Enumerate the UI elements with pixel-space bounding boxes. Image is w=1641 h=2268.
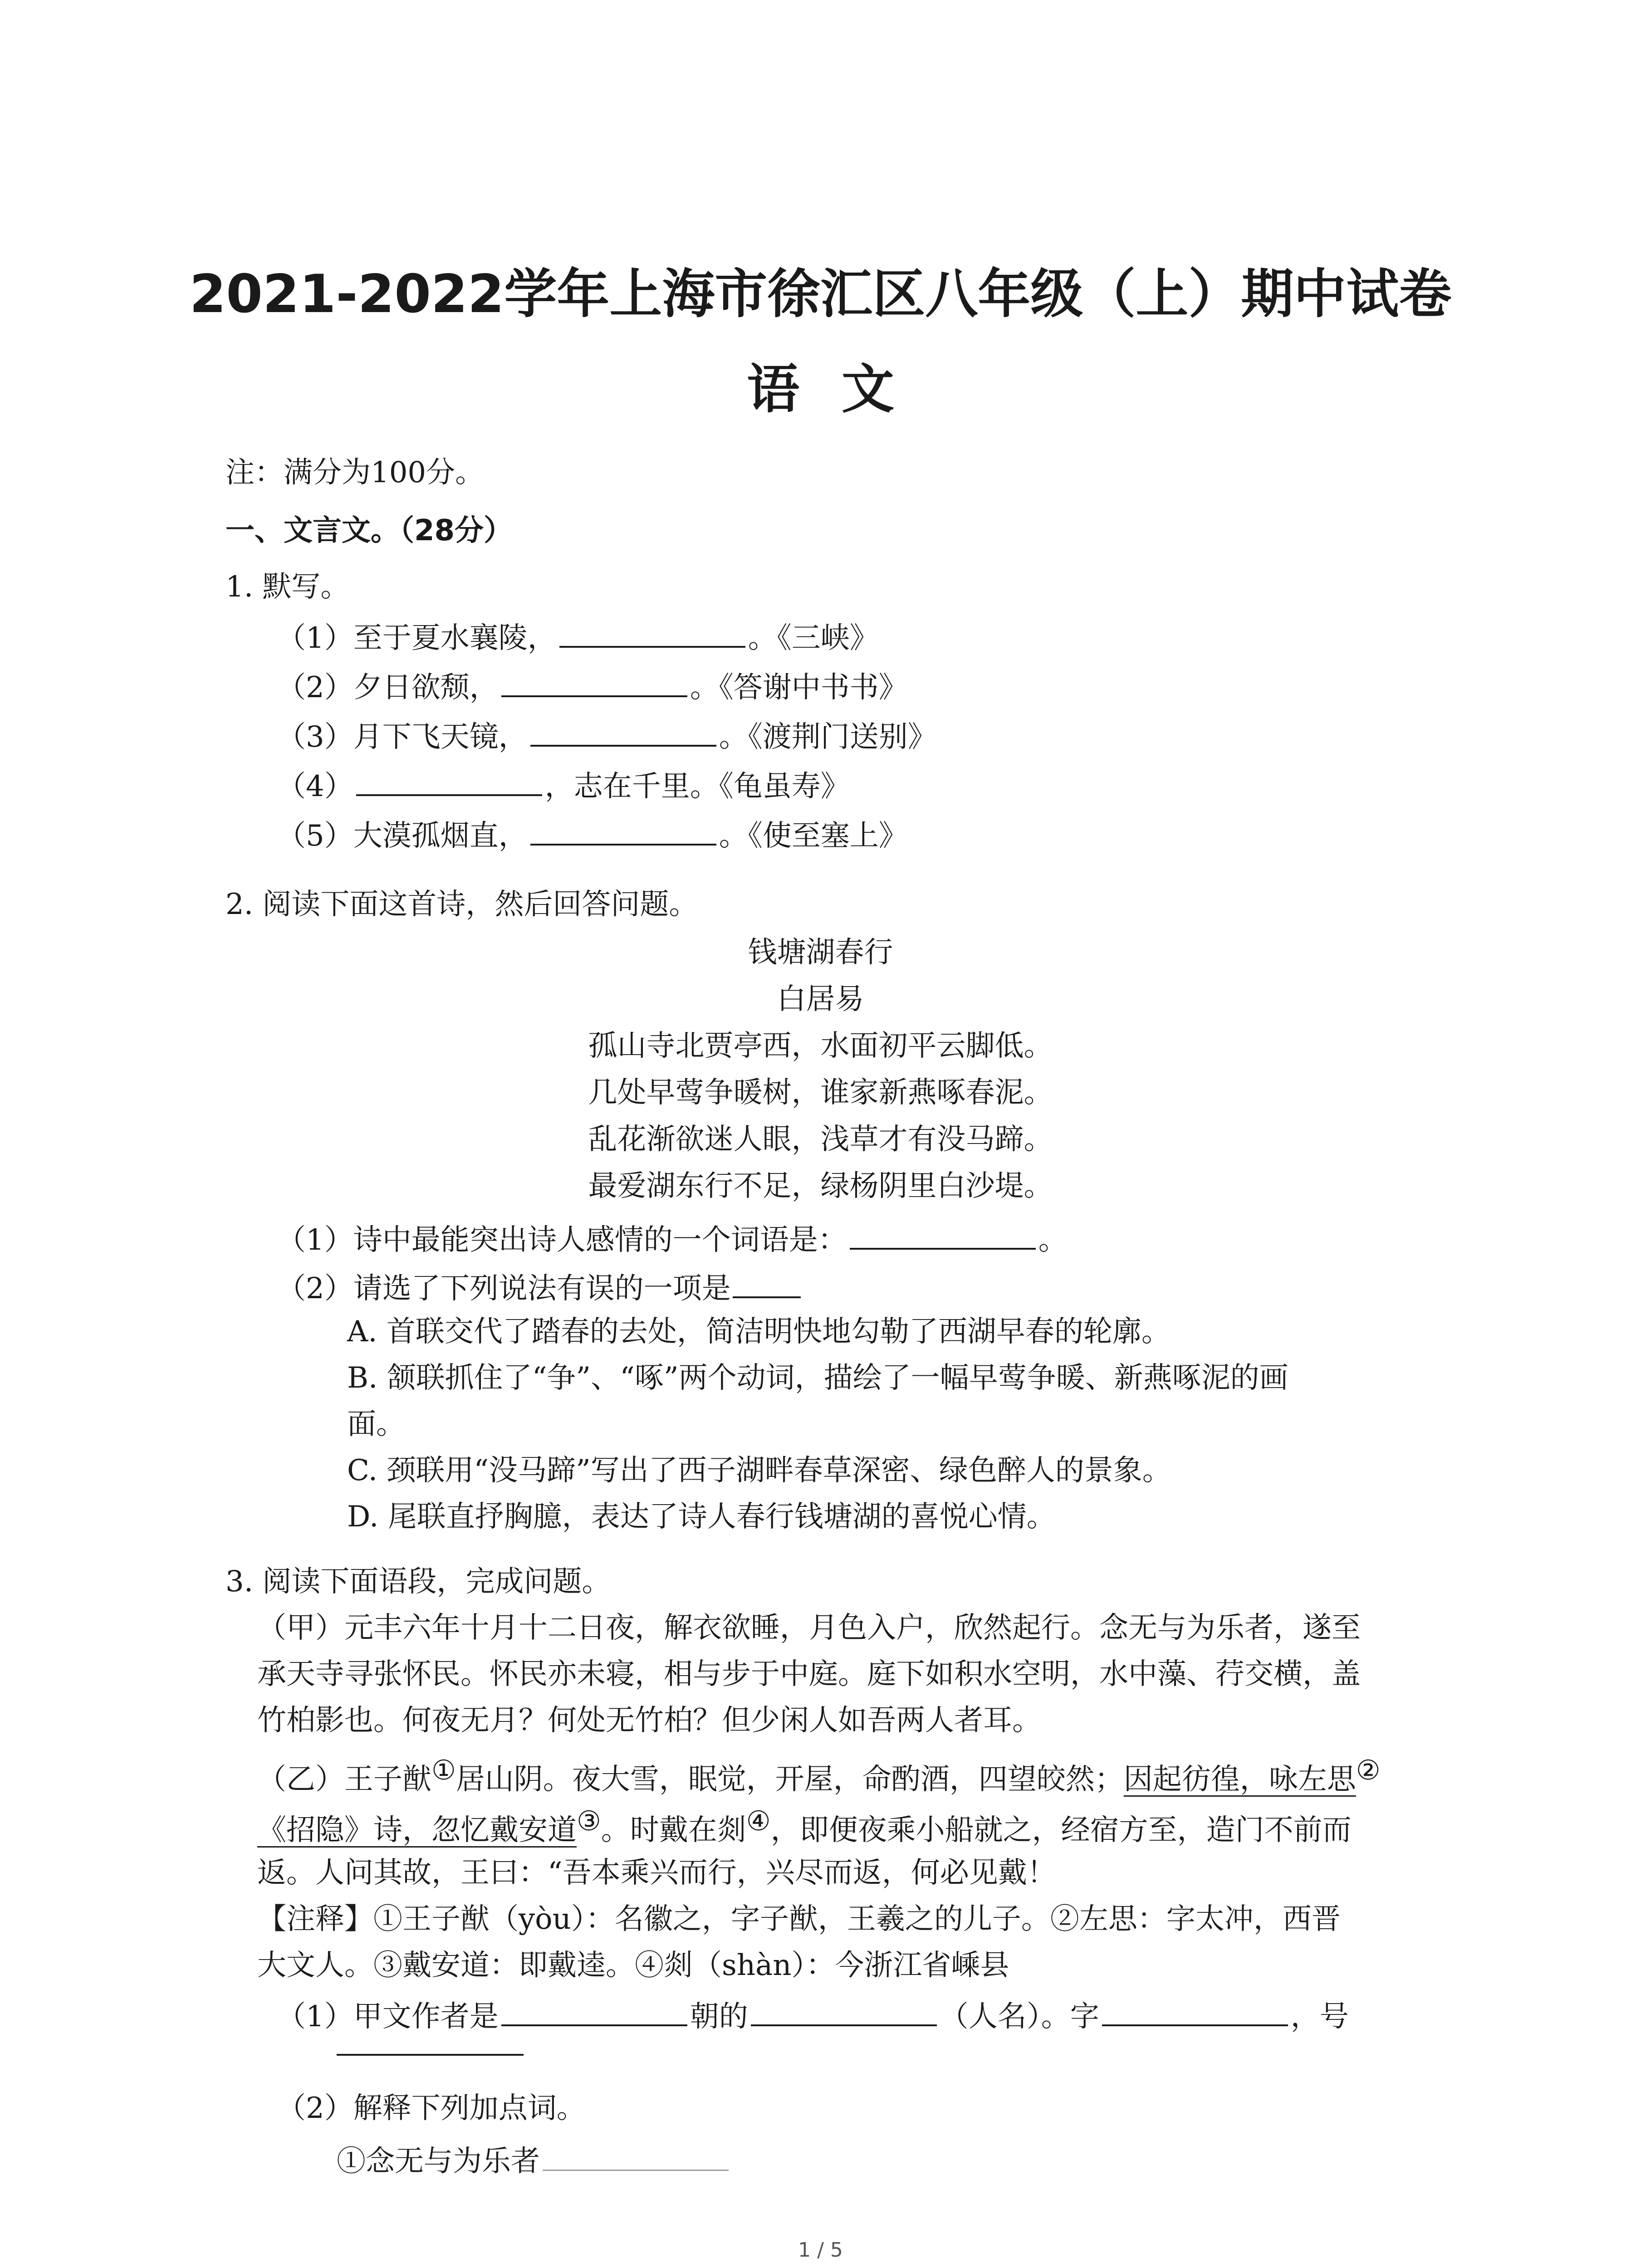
sub-text: 甲文作者是 (353, 2000, 499, 2033)
passage-jia-line-2: 承天寺寻张怀民。怀民亦未寝，相与步于中庭。庭下如积水空明，水中藻、荇交横，盖 (257, 1657, 1361, 1691)
answer-blank[interactable] (559, 620, 745, 648)
item-number: （5） (277, 819, 353, 853)
sub-text: ，号 (1290, 2000, 1349, 2033)
item-text-before: 夕日欲颓， (353, 671, 499, 704)
passage-jia-line-3: 竹柏影也。何夜无月？何处无竹柏？但少闲人如吾两人者耳。 (257, 1704, 1041, 1737)
question-1-label: 1. 默写。 (225, 570, 350, 604)
option-b: B. 颔联抓住了“争”、“啄”两个动词，描绘了一幅早莺争暖、新燕啄泥的画 (347, 1361, 1288, 1395)
footnote-marker: ② (1356, 1755, 1381, 1786)
question-2-label: 2. 阅读下面这首诗，然后回答问题。 (225, 888, 698, 921)
answer-blank-hao[interactable] (337, 2054, 524, 2056)
footnote-marker: ④ (746, 1805, 771, 1837)
yi-text: ，即便夜乘小船就之，经宿方至，造门不前而 (770, 1813, 1352, 1847)
item-text-before: 大漠孤烟直， (353, 819, 528, 853)
q3-sub-2-item-1 (337, 2143, 729, 2176)
poem-title: 钱塘湖春行 (748, 936, 893, 969)
exam-title: 2021-2022学年上海市徐汇区八年级（上）期中试卷 (189, 264, 1452, 325)
sub-text: 朝的 (690, 2000, 748, 2033)
yi-text: 。时戴在剡 (601, 1813, 746, 1847)
answer-blank[interactable] (751, 1998, 937, 2026)
passage-jia-line-1: （甲）元丰六年十月十二日夜，解衣欲睡，月色入户，欣然起行。念无与为乐者，遂至 (257, 1611, 1361, 1645)
underlined-sentence: 《招隐》诗，忽忆戴安道 (257, 1813, 577, 1847)
item-text-after: 。《三峡》 (748, 621, 879, 655)
q2-sub-1 (277, 1222, 1068, 1255)
footnote-marker: ③ (577, 1805, 601, 1837)
sub-number: （1） (277, 2000, 353, 2033)
item-text-before: 至于夏水襄陵， (353, 621, 557, 655)
sub-text: 诗中最能突出诗人感情的一个词语是： (353, 1223, 847, 1257)
q1-item-4 (277, 768, 850, 801)
footnote-marker: ① (431, 1755, 456, 1786)
item-text-after: 。《使至塞上》 (719, 819, 908, 853)
answer-blank[interactable] (850, 1222, 1036, 1250)
q3-sub-1 (277, 1998, 1349, 2031)
item-text-before: 月下飞天镜， (353, 720, 528, 754)
poem-line-4: 最爱湖东行不足，绿杨阴里白沙堤。 (588, 1169, 1053, 1203)
sub-text: （人名）。字 (939, 2000, 1099, 2033)
yi-text: 居山阴。夜大雪，眠觉，开屋，命酌酒，四望皎然； (456, 1763, 1124, 1796)
q1-item-5 (277, 817, 908, 853)
notes-line-2: 大文人。③戴安道：即戴逵。④剡（shàn）：今浙江省嵊县 (257, 1949, 1009, 1982)
sub-item-text: ①念无与为乐者 (337, 2145, 540, 2178)
passage-yi-line-2 (257, 1805, 1352, 1847)
score-note: 注：满分为100分。 (225, 456, 485, 489)
underlined-sentence: 因起彷徨，咏左思 (1123, 1763, 1356, 1796)
poem-author: 白居易 (777, 982, 864, 1016)
poem-line-3: 乱花渐欲迷人眼，浅草才有没马蹄。 (588, 1123, 1053, 1156)
answer-blank[interactable] (530, 719, 716, 747)
answer-blank[interactable] (733, 1270, 801, 1298)
item-number: （4） (277, 770, 353, 803)
item-text-after: ，志在千里。《龟虽寿》 (544, 770, 850, 803)
item-number: （3） (277, 720, 353, 754)
answer-blank[interactable] (501, 669, 687, 697)
sub-number: （1） (277, 1223, 353, 1257)
q3-sub-2 (277, 2094, 586, 2123)
sub-number: （2） (277, 1272, 353, 1305)
answer-blank[interactable] (530, 817, 716, 846)
option-c: C. 颈联用“没马蹄”写出了西子湖畔春草深密、绿色醉人的景象。 (347, 1454, 1171, 1487)
notes-line-1: 【注释】①王子猷（yòu）：名徽之，字子猷，王羲之的儿子。②左思：字太冲，西晋 (257, 1902, 1341, 1936)
option-b-continued: 面。 (347, 1408, 405, 1441)
item-number: （1） (277, 621, 353, 655)
subject-title: 语文 (747, 359, 936, 420)
q2-sub-2 (277, 1270, 803, 1303)
item-text-after: 。《渡荆门送别》 (719, 720, 937, 754)
item-number: （2） (277, 671, 353, 704)
option-d: D. 尾联直抒胸臆，表达了诗人春行钱塘湖的喜悦心情。 (347, 1500, 1056, 1534)
answer-blank[interactable] (1102, 1998, 1288, 2026)
answer-blank[interactable] (356, 768, 542, 796)
question-3-label: 3. 阅读下面语段，完成问题。 (225, 1565, 611, 1598)
passage-yi-line-3: 返。人问其故，王曰：“吾本乘兴而行，兴尽而返，何必见戴！ (257, 1856, 1056, 1890)
q1-item-1 (277, 620, 879, 653)
poem-line-2: 几处早莺争暖树，谁家新燕啄春泥。 (588, 1076, 1053, 1110)
answer-blank[interactable] (501, 1998, 687, 2026)
yi-text: （乙）王子猷 (257, 1763, 431, 1796)
answer-blank[interactable] (543, 2143, 729, 2171)
q1-item-2 (277, 669, 908, 702)
passage-yi-line-1 (257, 1757, 1381, 1794)
item-text-after: 。《答谢中书书》 (690, 671, 908, 704)
sub-end: 。 (1038, 1223, 1068, 1257)
section-heading: 一、文言文。（28分） (225, 514, 513, 547)
option-a: A. 首联交代了踏春的去处，简洁明快地勾勒了西湖早春的轮廓。 (347, 1315, 1171, 1349)
poem-line-1: 孤山寺北贾亭西，水面初平云脚低。 (588, 1029, 1053, 1063)
sub-text: 解释下列加点词。 (353, 2092, 586, 2125)
sub-number: （2） (277, 2092, 353, 2125)
page-number: 1 / 5 (798, 2239, 843, 2262)
sub-text: 请选了下列说法有误的一项是 (353, 1272, 731, 1305)
q1-item-3 (277, 719, 937, 752)
